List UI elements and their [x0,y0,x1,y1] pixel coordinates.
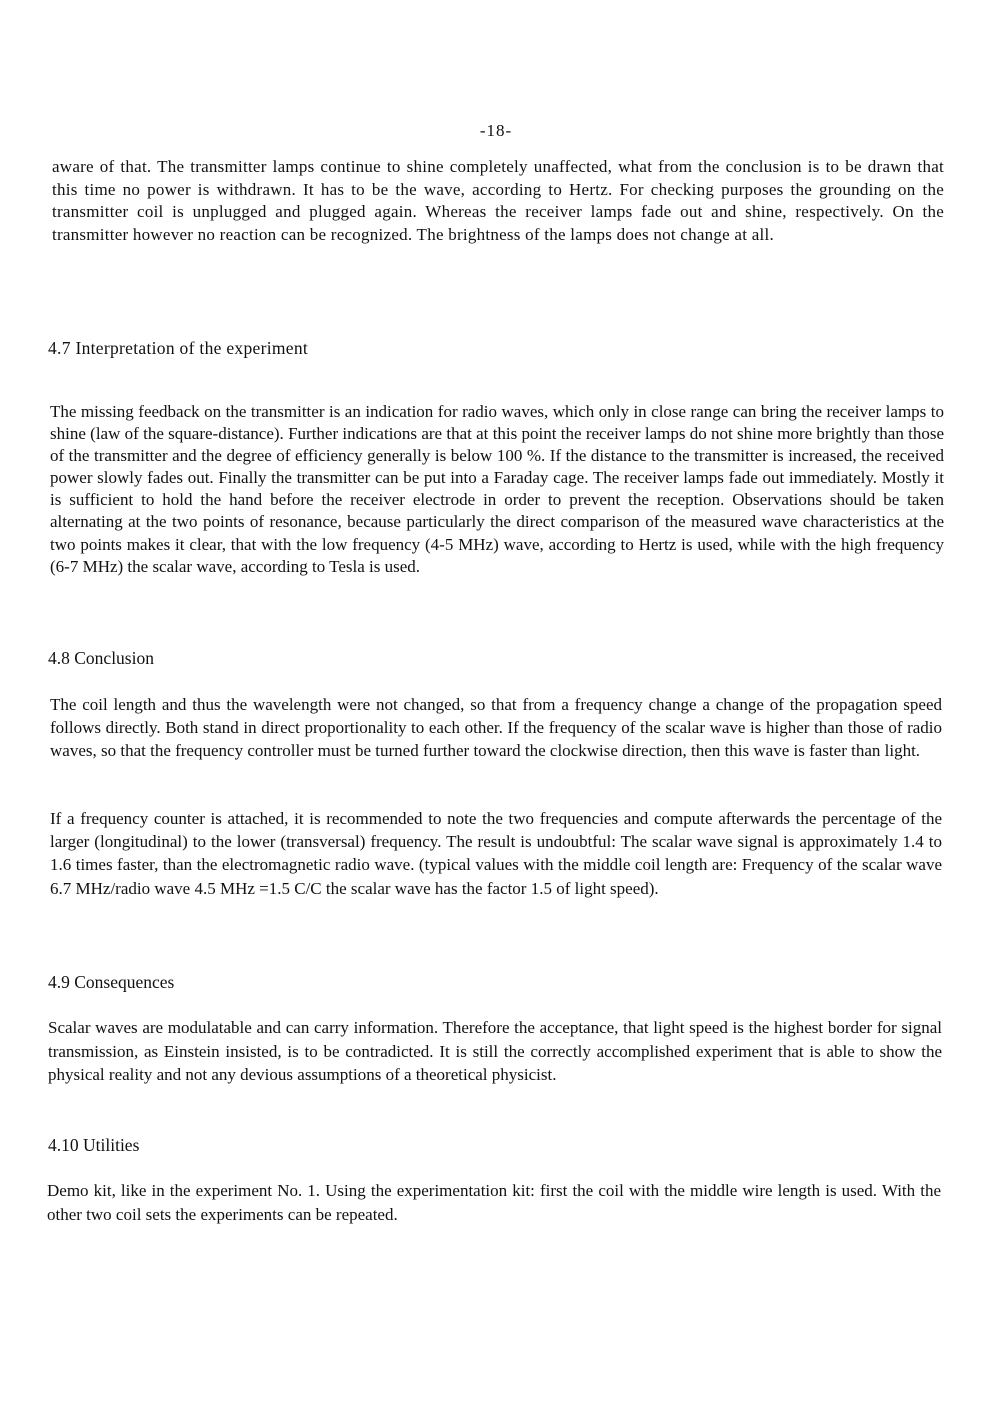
section-4-8-paragraph-2: If a frequency counter is attached, it is recommended to note the two frequencies and compute afterwards the percentage of the larger (longitudinal) to the lower (transversal) frequency. The result is undoubtful: The scalar wave signal is approximately 1.4 to 1.6 times faster, than the electromagnetic radio wave. (typical values with the middle coil length are: Frequency of the scalar wave 6.7 MHz/radio wave 4.5 MHz =1.5 C/C the scalar wave has the factor 1.5 of light speed). [50,809,942,898]
intro-paragraph: aware of that. The transmitter lamps continue to shine completely unaffected, what from the conclusion is to be drawn that this time no power is withdrawn. It has to be the wave, according to Hertz. For checking purposes the grounding on the transmitter coil is unplugged and plugged again. Whereas the receiver lamps fade out and shine, respectively. On the transmitter however no reaction can be recognized. The brightness of the lamps does not change at all. [52,157,944,245]
page-number: -18- [479,121,513,140]
section-4-10-paragraph: Demo kit, like in the experiment No. 1. Using the experimentation kit: first the coil with the middle wire length is used. With the other two coil sets the experiments can be repeated. [47,1181,941,1224]
section-heading-4-8: 4.8 Conclusion [48,648,154,668]
section-4-9-paragraph: Scalar waves are modulatable and can carry information. Therefore the acceptance, that light speed is the highest border for signal transmission, as Einstein insisted, is to be contradicted. It is still the correctly accomplished experiment that is able to show the physical reality and not any devious assumptions of a theoretical physicist. [48,1018,942,1084]
section-heading-4-10: 4.10 Utilities [48,1135,140,1155]
section-4-7-paragraph: The missing feedback on the transmitter is an indication for radio waves, which only in close range can bring the receiver lamps to shine (law of the square-distance). Further indications are that at this point the receiver lamps do not shine more brightly than those of the transmitter and the degree of efficiency generally is below 100 %. If the distance to the transmitter is increased, the received power slowly fades out. Finally the transmitter can be put into a Faraday cage. The receiver lamps fade out immediately. Mostly it is sufficient to hold the hand before the receiver electrode in order to prevent the reception. Observations should be taken alternating at the two points of resonance, because particularly the direct comparison of the measured wave characteristics at the two points makes it clear, that with the low frequency (4-5 MHz) wave, according to Hertz is used, while with the high frequency (6-7 MHz) the scalar wave, according to Tesla is used. [50,402,944,576]
section-4-8-paragraph-1: The coil length and thus the wavelength were not changed, so that from a frequency change a change of the propagation speed follows directly. Both stand in direct proportionality to each other. If the frequency of the scalar wave is higher than those of radio waves, so that the frequency controller must be turned further toward the clockwise direction, then this wave is faster than light. [50,695,942,760]
section-heading-4-9: 4.9 Consequences [48,972,175,992]
section-heading-4-7: 4.7 Interpretation of the experiment [48,338,309,358]
